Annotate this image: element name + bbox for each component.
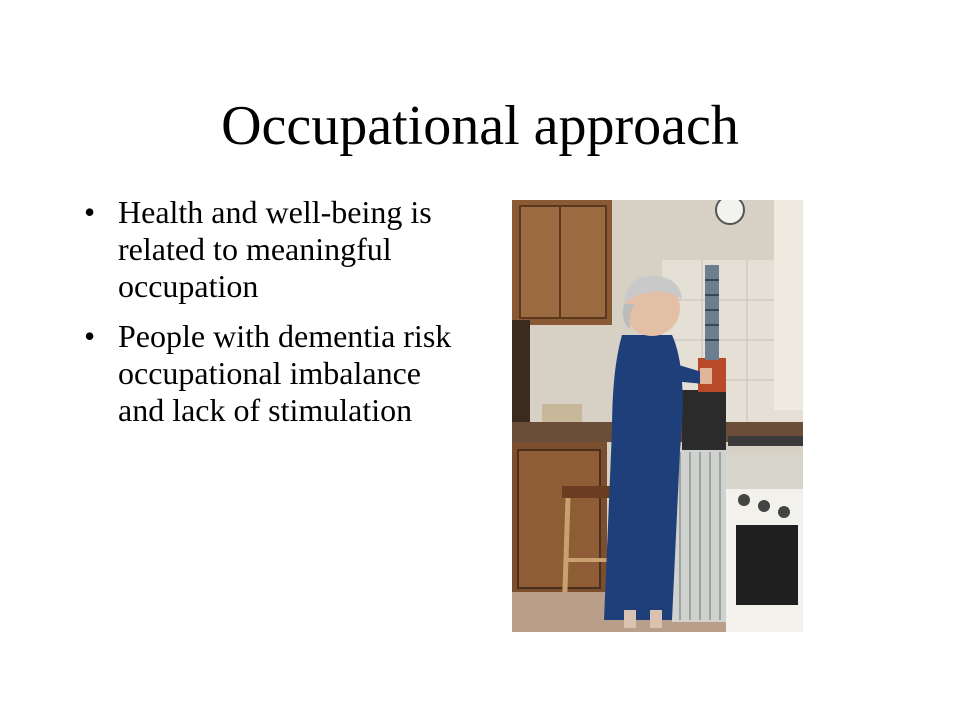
slide-title: Occupational approach bbox=[221, 95, 739, 157]
bullet-item bbox=[84, 318, 464, 429]
bullet-text: People with dementia risk occupational imbalance and lack of stimulation bbox=[118, 318, 452, 428]
bullet-marker: • bbox=[84, 318, 96, 354]
kitchen-photo-icon bbox=[512, 200, 803, 632]
bullet-item bbox=[84, 194, 464, 305]
bullet-text: Health and well-being is related to meaningful occupation bbox=[118, 194, 432, 304]
bullet-marker: • bbox=[84, 194, 96, 230]
bullet-list bbox=[84, 194, 464, 442]
